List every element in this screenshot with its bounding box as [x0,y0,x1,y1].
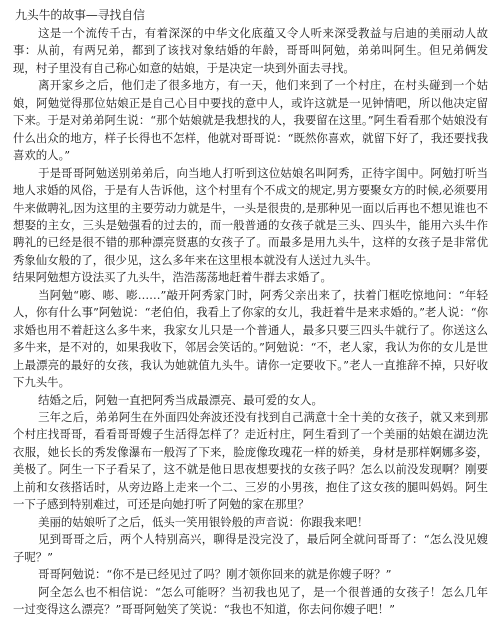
paragraph-6: 结婚之后，阿勉一直把阿秀当成最漂亮、最可爱的女人。 [13,392,488,409]
paragraph-2: 离开家乡之后，他们走了很多地方，有一天，他们来到了一个村庄，在村头碰到一个姑娘，阿勉觉得那位姑娘正是自己心目中要找的意中人，或许这就是一见钟情吧，所以他决定留下来。于是对弟弟阿生说：“那个姑娘就是我想找的人，我要留在这里。”阿生看看那个姑娘没有什么出众的地方，样子长得也不怎样，他就对哥哥说：“既然你喜欢，就留下好了，我还要找我喜欢的人。” [13,77,488,164]
paragraph-7: 三年之后，弟弟阿生在外面四处奔波还没有找到自己满意十全十美的女孩子，就又来到那个村庄找哥哥，看看哥哥嫂子生活得怎样了？走近村庄，阿生看到了一个美丽的姑娘在湖边洗衣服，她长长的秀发像瀑布一般泻了下来，脸庞像玫瑰花一样的娇美，身材是那样婀娜多姿，美极了。阿生一下子看呆了，这不就是他日思夜想要找的女孩子吗？怎么以前没发现啊？刚要上前和女孩搭话时，从旁边路上走来一个二、三岁的小男孩，抱住了这女孩的腿叫妈妈。阿生一下子感到特别难过，可还是向她打听了阿勉的家在那里？ [13,409,488,514]
paragraph-1: 这是一个流传千古，有着深深的中华文化底蕴又令人听来深受教益与启迪的美丽动人故事：从前，有两兄弟，都到了该找对象结婚的年龄，哥哥叫阿勉，弟弟叫阿生。但兄弟俩发现，村子里没有自己称心如意的姑娘，于是决定一块到外面去寻找。 [13,25,488,77]
document-title: 九头牛的故事—寻找自信 [15,8,488,22]
document-body [13,25,488,618]
paragraph-4: 结果阿勉想方设法买了九头牛，浩浩荡荡地赶着牛群去求婚了。 [13,269,488,286]
paragraph-3: 于是哥哥阿勉送别弟弟后，向当地人打听到这位姑娘名叫阿秀，正待字闺中。阿勉打听当地人求婚的风俗，于是有人告诉他，这个村里有个不成文的规定,男方要聚女方的时候,必须要用牛来做聘礼,因为这里的主要劳动力就是牛，一头是很贵的,是那种见一面以后再也不想见谁也不想娶的主女，三头是勉强看的过去的，而一般普通的女孩子就是三头、四头牛，能用六头牛作聘礼的已经是很不错的那种漂亮贤惠的女孩子了。而最多是用九头牛，这样的女孩子是非常优秀象仙女般的了，很少见，这么多年来在这里根本就没有人送过九头牛。 [13,165,488,270]
paragraph-8: 美丽的姑娘听了之后，低头一笑用银铃般的声音说：你跟我来吧！ [13,514,488,531]
paragraph-11: 阿全怎么也不相信说：“怎么可能呀？当初我也见了，是一个很普通的女孩子！怎么几年一过变得这么漂亮？”哥哥阿勉笑了笑说：“我也不知道，你去问你嫂子吧！” [13,584,488,618]
paragraph-10: 哥哥阿勉说：“你不是已经见过了吗？刚才领你回来的就是你嫂子呀？” [13,566,488,583]
paragraph-5: 当阿勉“嘭、嘭、嘭……”敲开阿秀家门时，阿秀父亲出来了，扶着门框吃惊地问：“年轻人，你有什么事”阿勉说：“老伯伯，我看上了你家的女儿，我赶着牛是来求婚的。”老人说：“你求婚也用不着赶这么多牛来，我家女儿只是一个普通人，最多只要三四头牛就行了。你送这么多牛来，是不对的，如果我收下，邻居会笑话的。”阿勉说：“不，老人家，我认为你的女儿是世上最漂亮的最好的女孩，我认为她就值九头牛。请你一定要收下。”老人一直推辞不掉，只好收下九头牛。 [13,287,488,392]
paragraph-9: 见到哥哥之后，两个人特别高兴，聊得是没完没了，最后阿全就问哥哥了：“怎么没见嫂子呢？” [13,531,488,566]
